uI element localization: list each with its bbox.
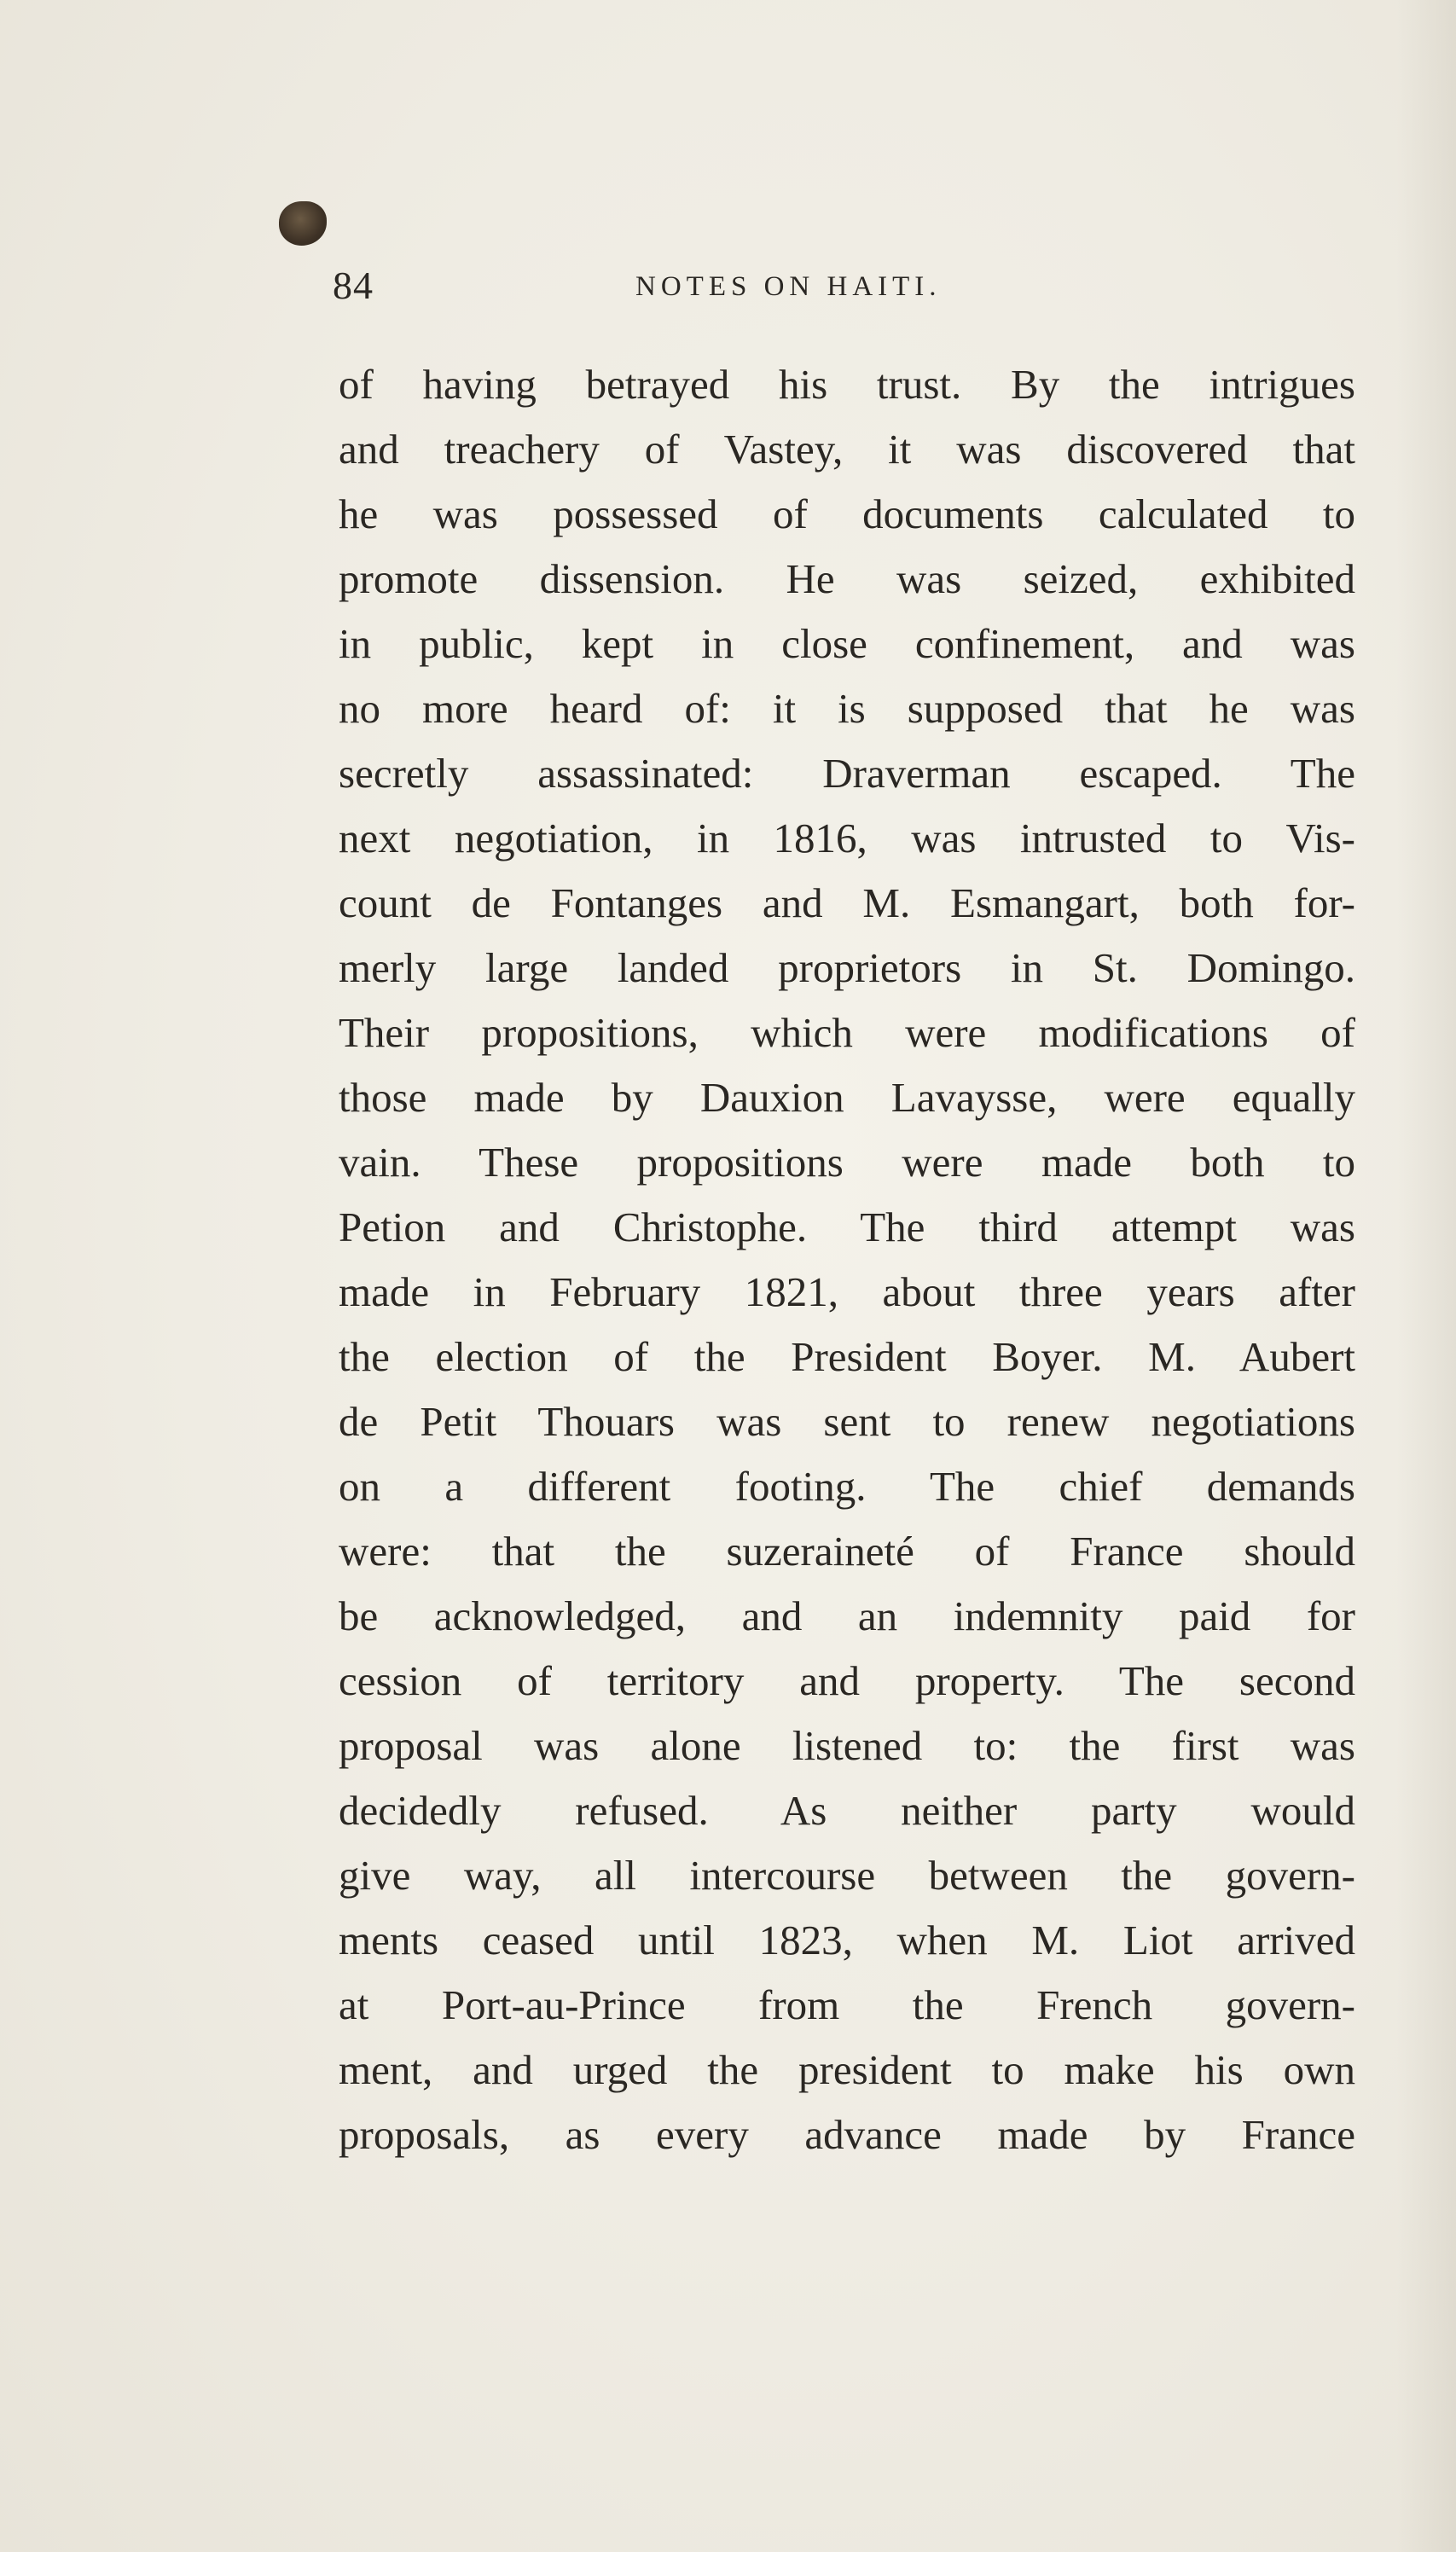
text-line: cession of territory and property. The second <box>339 1657 1355 1704</box>
text-line: Petion and Christophe. The third attempt was <box>339 1204 1355 1250</box>
text-line: were: that the suzeraineté of France should <box>339 1528 1355 1575</box>
text-line: vain. These propositions were made both to <box>339 1139 1355 1186</box>
text-line: proposals, as every advance made by France <box>339 2111 1355 2158</box>
text-line: he was possessed of documents calculated to <box>339 490 1355 537</box>
text-line: be acknowledged, and an indemnity paid for <box>339 1592 1355 1639</box>
text-line: proposal was alone listened to: the first was <box>339 1722 1355 1769</box>
text-line: the election of the President Boyer. M. Aubert <box>339 1333 1355 1380</box>
text-line: on a different footing. The chief demands <box>339 1463 1355 1510</box>
text-line: de Petit Thouars was sent to renew negotiations <box>339 1398 1355 1445</box>
text-line: those made by Dauxion Lavaysse, were equally <box>339 1074 1355 1121</box>
text-line: in public, kept in close confinement, and was <box>339 620 1355 667</box>
body-text <box>339 352 1355 2167</box>
text-line: ment, and urged the president to make his own <box>339 2046 1355 2093</box>
text-line: at Port-au-Prince from the French govern- <box>339 1981 1355 2028</box>
page-number: 84 <box>333 264 374 307</box>
text-line: ments ceased until 1823, when M. Liot arrived <box>339 1917 1355 1963</box>
page-edge-shadow <box>1396 0 1456 2552</box>
text-line: promote dissension. He was seized, exhibited <box>339 555 1355 602</box>
running-head: NOTES ON HAITI. <box>635 271 942 302</box>
text-line: no more heard of: it is supposed that he was <box>339 685 1355 732</box>
text-line: next negotiation, in 1816, was intrusted to Vis- <box>339 815 1355 861</box>
text-line: merly large landed proprietors in St. Domingo. <box>339 944 1355 991</box>
text-line: of having betrayed his trust. By the intrigues <box>339 361 1355 408</box>
text-line: made in February 1821, about three years after <box>339 1268 1355 1315</box>
text-line: secretly assassinated: Draverman escaped. The <box>339 750 1355 797</box>
text-line: decidedly refused. As neither party would <box>339 1787 1355 1834</box>
ink-blot <box>279 201 327 246</box>
text-line: and treachery of Vastey, it was discovered that <box>339 426 1355 473</box>
text-line: count de Fontanges and M. Esmangart, both for- <box>339 879 1355 926</box>
text-line: give way, all intercourse between the govern- <box>339 1852 1355 1899</box>
text-line: Their propositions, which were modifications of <box>339 1009 1355 1056</box>
page-header <box>333 260 1356 320</box>
